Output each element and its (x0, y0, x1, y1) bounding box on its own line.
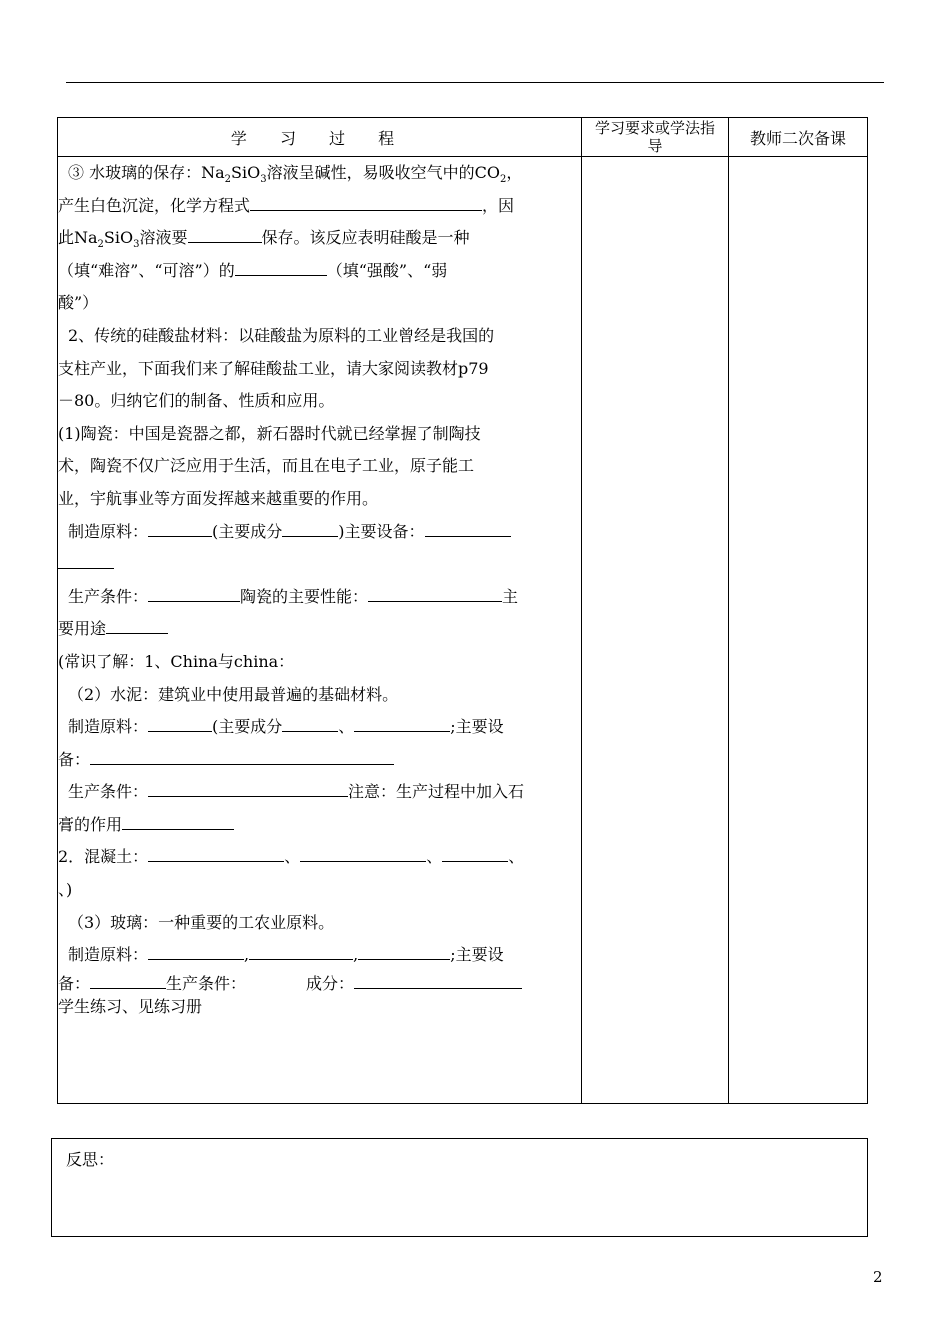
blank-glass-material-1[interactable] (148, 943, 244, 960)
header-process: 学 习 过 程 (58, 118, 582, 157)
blank-storage[interactable] (188, 226, 262, 243)
blank-glass-component[interactable] (354, 972, 522, 989)
line-cement: （2）水泥：建筑业中使用最普遍的基础材料。 (68, 684, 399, 704)
blank-concrete-2[interactable] (300, 845, 426, 862)
line-ceramics: (1)陶瓷：中国是瓷器之都，新石器时代就已经掌握了制陶技 (58, 423, 481, 443)
line-silicate-intro-3: －80。归纳它们的制备、性质和应用。 (58, 391, 335, 411)
lesson-table (57, 117, 868, 1104)
blank-cement-component-1[interactable] (282, 715, 338, 732)
teacher-column (729, 157, 868, 1104)
blank-concrete-3[interactable] (442, 845, 508, 862)
line-ceramics-2: 术，陶瓷不仅广泛应用于生活，而且在电子工业，原子能工 (58, 456, 475, 476)
table-body-row (58, 157, 868, 1104)
line-cement-conditions: 生产条件： 注意：生产过程中加入石 (68, 782, 525, 802)
blank-ceramics-equipment-cont[interactable] (58, 552, 114, 569)
blank-gypsum-role[interactable] (122, 813, 234, 830)
blank-glass-material-3[interactable] (358, 943, 450, 960)
process-content (58, 157, 582, 1104)
line-solubility: （填“难溶”、“可溶”）的 （填“强酸”、“弱 (58, 260, 448, 280)
line-water-glass: ③ 水玻璃的保存：$Na_2SiO_3$溶液呈碱性，易吸收空气中的$CO_2$， (68, 163, 523, 186)
line-glass-materials: 制造原料： , , ;主要设 (68, 945, 504, 965)
line-cement-equipment: 备： (58, 744, 581, 777)
line-acid: 酸”） (58, 293, 99, 313)
blank-cement-component-2[interactable] (354, 715, 450, 732)
line-ceramics-uses: 要用途 (58, 613, 581, 646)
line-silicate-intro: 2、传统的硅酸盐材料：以硅酸盐为原料的工业曾经是我国的 (68, 325, 495, 345)
blank-ceramics-material[interactable] (148, 520, 212, 537)
blank-ceramics-component[interactable] (282, 520, 338, 537)
line-storage: 此$Na_2SiO_3$溶液要 保存。该反应表明硅酸是一种 (58, 228, 470, 251)
reflection-box (51, 1138, 868, 1237)
line-ceramics-3: 业，宇航事业等方面发挥越来越重要的作用。 (58, 488, 379, 508)
blank-ceramics-equipment[interactable] (425, 520, 511, 537)
line-gypsum: 膏的作用 (58, 809, 581, 842)
line-cement-materials: 制造原料： (主要成分 、 ;主要设 (68, 717, 504, 737)
blank-cement-material[interactable] (148, 715, 212, 732)
line-equation: 产生白色沉淀，化学方程式 ，因 (58, 195, 515, 215)
blank-cement-equipment[interactable] (90, 748, 394, 765)
reflection-label: 反思： (66, 1150, 115, 1169)
top-rule (66, 82, 884, 83)
line-ceramics-conditions: 生产条件： 陶瓷的主要性能： 主 (68, 586, 519, 606)
line-practice: 学生练习、见练习册 (58, 996, 203, 1016)
page-number: 2 (873, 1268, 883, 1286)
requirements-column (582, 157, 729, 1104)
line-ceramics-materials-cont (58, 548, 581, 581)
line-china-note: (常识了解：1、China与china： (58, 651, 295, 671)
blank-glass-equipment[interactable] (90, 972, 166, 989)
line-concrete: 2．混凝土： 、 、 、 (58, 847, 525, 867)
blank-equation[interactable] (250, 194, 482, 211)
blank-cement-conditions[interactable] (148, 780, 348, 797)
header-teacher: 教师二次备课 (729, 118, 868, 157)
line-concrete-cont: 、) (58, 880, 73, 900)
table-header-row (58, 118, 868, 157)
line-silicate-intro-2: 支柱产业，下面我们来了解硅酸盐工业，请大家阅读教材p79 (58, 358, 489, 378)
blank-solubility[interactable] (235, 259, 327, 276)
blank-ceramics-properties[interactable] (368, 585, 502, 602)
blank-glass-material-2[interactable] (249, 943, 353, 960)
line-ceramics-materials: 制造原料： (主要成分 )主要设备： (58, 516, 581, 549)
blank-ceramics-uses[interactable] (106, 617, 168, 634)
blank-concrete-1[interactable] (148, 845, 284, 862)
line-glass: （3）玻璃：一种重要的工农业原料。 (68, 912, 335, 932)
line-glass-equipment: 备： 生产条件： 成分： (58, 972, 581, 996)
header-requirements: 学习要求或学法指导 (582, 118, 729, 157)
blank-ceramics-conditions[interactable] (148, 585, 240, 602)
